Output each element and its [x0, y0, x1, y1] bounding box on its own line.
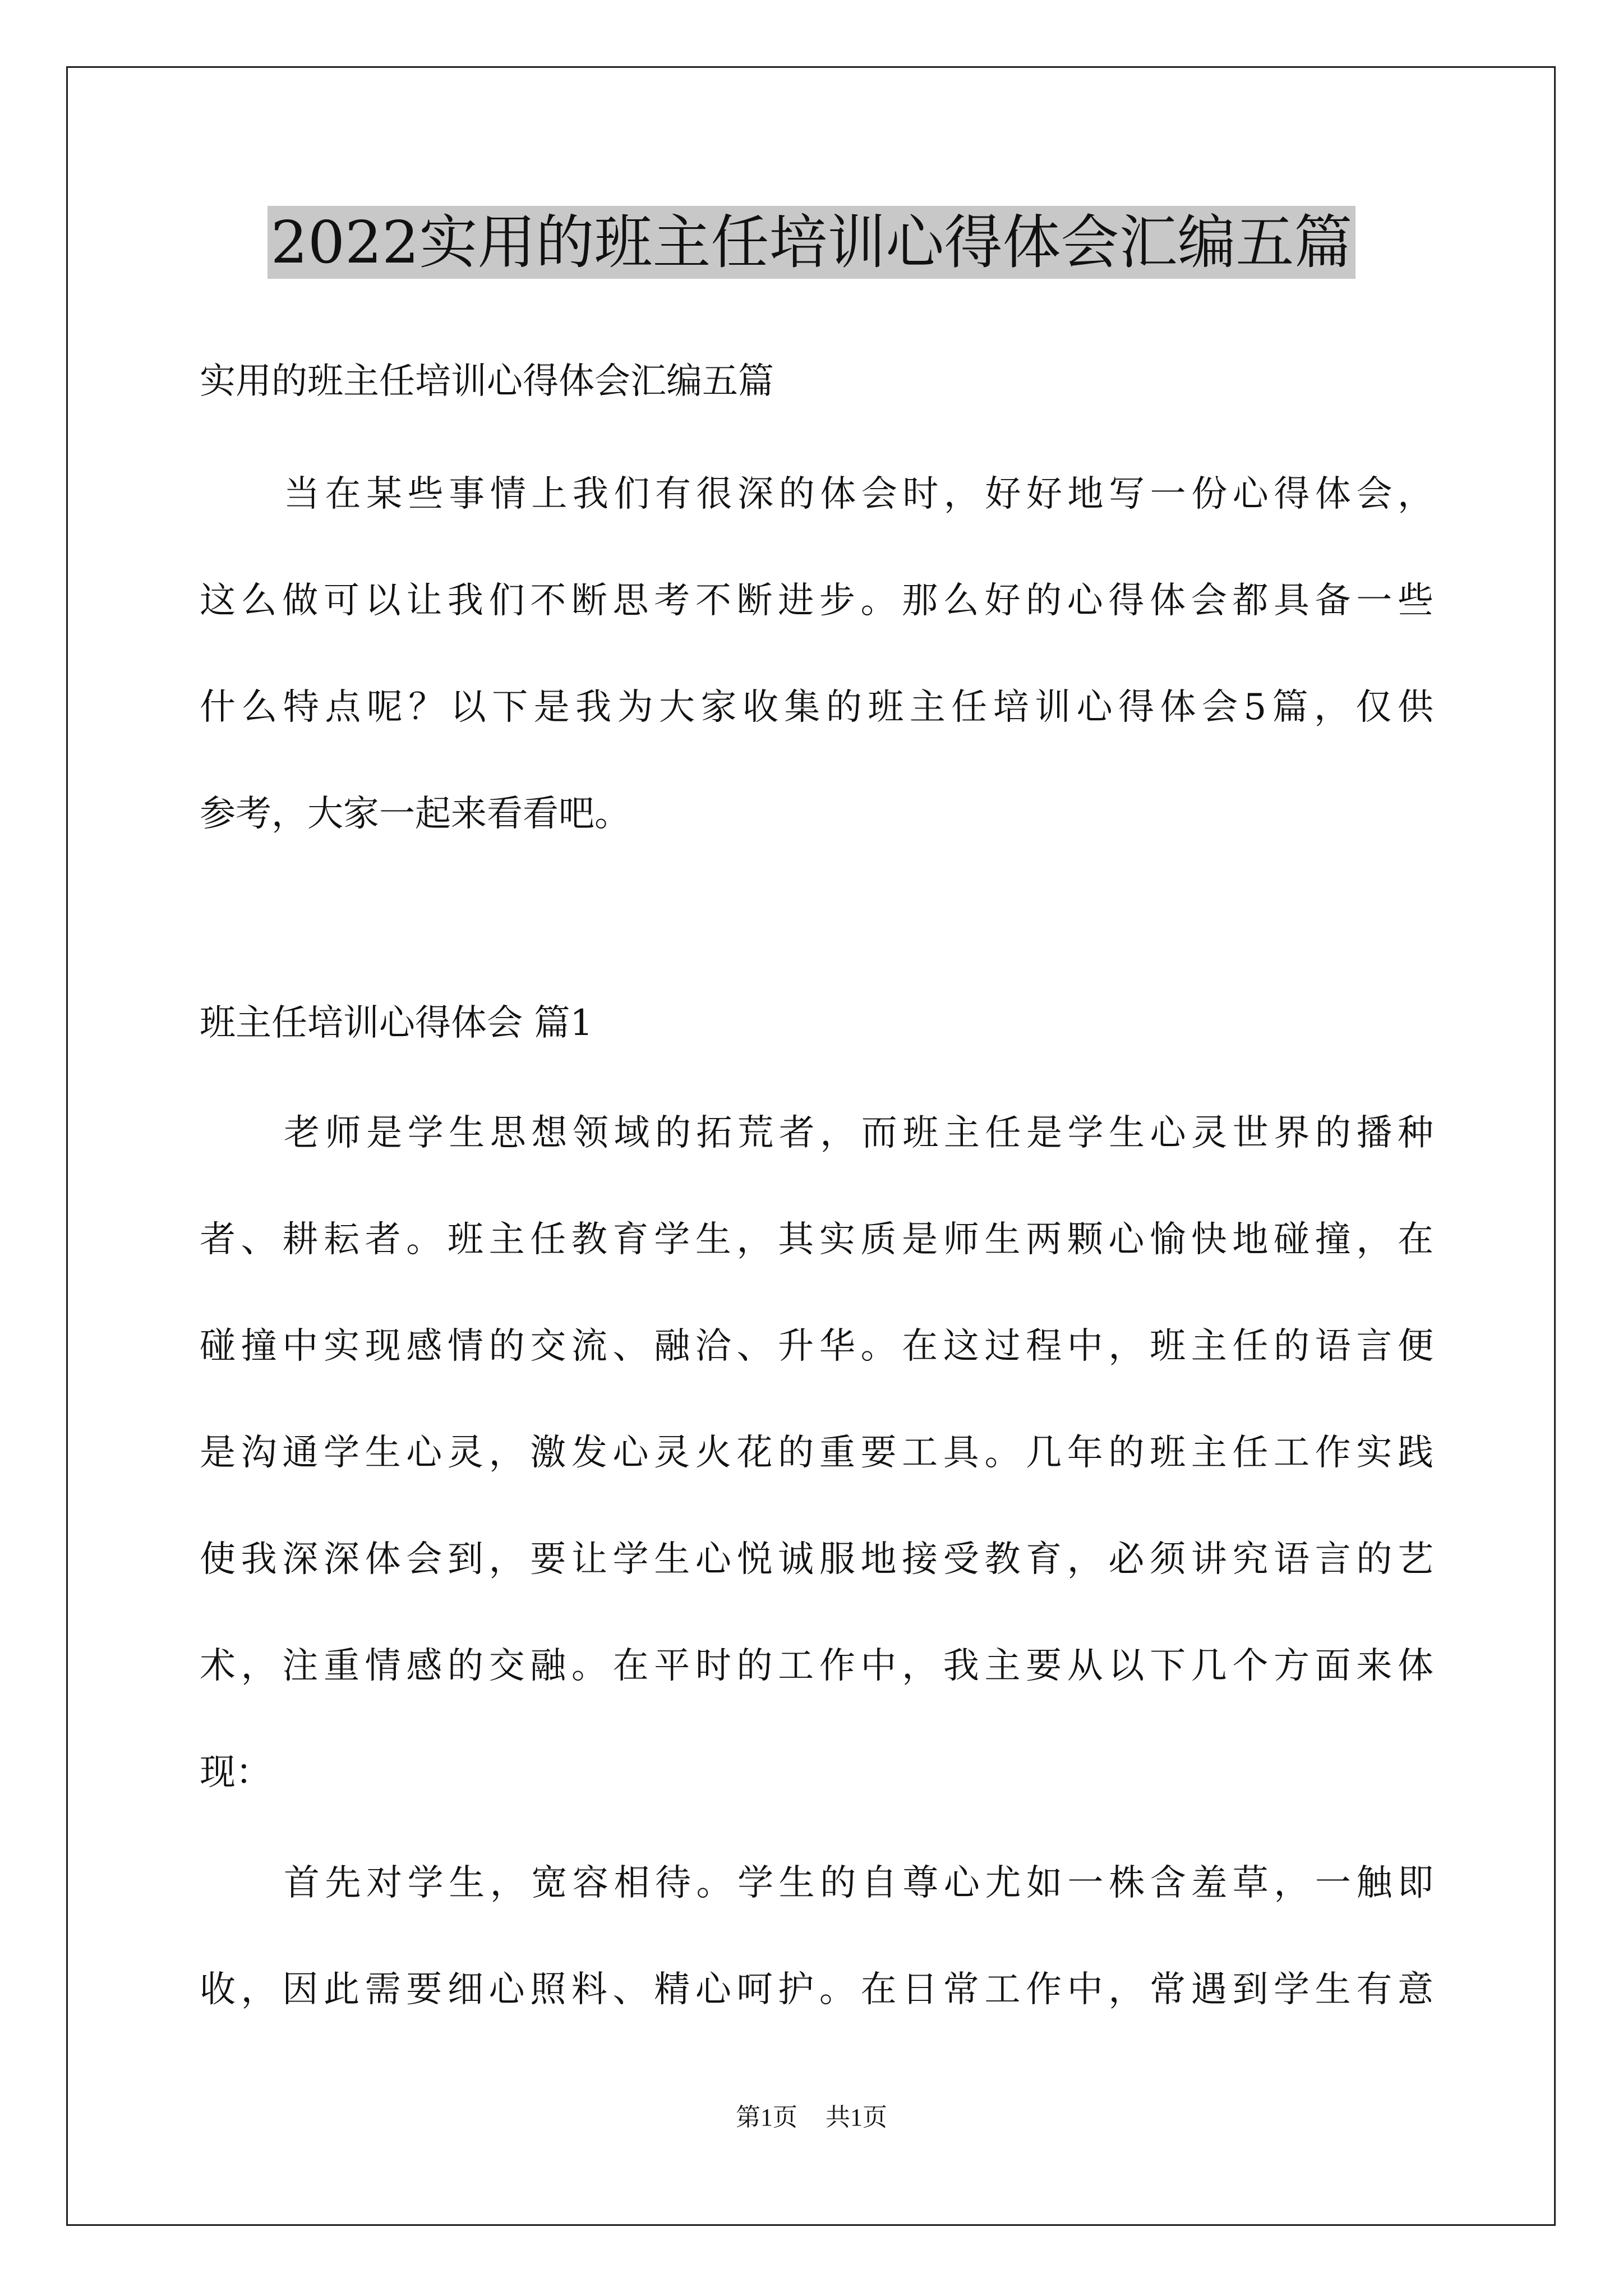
- body-line: 现：: [200, 1752, 271, 1793]
- body-line: 术，注重情感的交融。在平时的工作中，我主要从以下几个方面来体: [200, 1645, 1433, 1687]
- section-heading: 班主任培训心得体会 篇1: [200, 1002, 593, 1044]
- body-line: 者、耕耘者。班主任教育学生，其实质是师生两颗心愉快地碰撞，在: [200, 1219, 1433, 1260]
- page-number-current: 第1页: [736, 2104, 797, 2131]
- intro-line: 这么做可以让我们不断思考不断进步。那么好的心得体会都具备一些: [200, 580, 1433, 622]
- intro-line: 参考，大家一起来看看吧。: [200, 793, 630, 835]
- intro-line: 当在某些事情上我们有很深的体会时，好好地写一份心得体会，: [284, 473, 1433, 515]
- body-line: 老师是学生思想领域的拓荒者，而班主任是学生心灵世界的播种: [284, 1112, 1433, 1154]
- section-1-paragraph: [200, 1080, 1433, 1826]
- document-subtitle: 实用的班主任培训心得体会汇编五篇: [200, 361, 774, 402]
- body-line: 使我深深体会到，要让学生心悦诚服地接受教育，必须讲究语言的艺: [200, 1539, 1433, 1580]
- body-line: 是沟通学生心灵，激发心灵火花的重要工具。几年的班主任工作实践: [200, 1432, 1433, 1474]
- intro-line: 什么特点呢？以下是我为大家收集的班主任培训心得体会5篇，仅供: [200, 687, 1433, 728]
- page-footer: [0, 2101, 1623, 2134]
- body-line: 收，因此需要细心照料、精心呵护。在日常工作中，常遇到学生有意: [200, 1969, 1433, 2010]
- document-title: [0, 203, 1623, 282]
- intro-paragraph: [200, 441, 1433, 867]
- body-line: 首先对学生，宽容相待。学生的自尊心尤如一株含羞草，一触即: [284, 1862, 1433, 1904]
- section-2-paragraph: [200, 1830, 1433, 2043]
- title-highlight: 2022实用的班主任培训心得体会汇编五篇: [268, 206, 1356, 279]
- body-line: 碰撞中实现感情的交流、融洽、升华。在这过程中，班主任的语言便: [200, 1326, 1433, 1367]
- page-number-total: 共1页: [826, 2104, 887, 2131]
